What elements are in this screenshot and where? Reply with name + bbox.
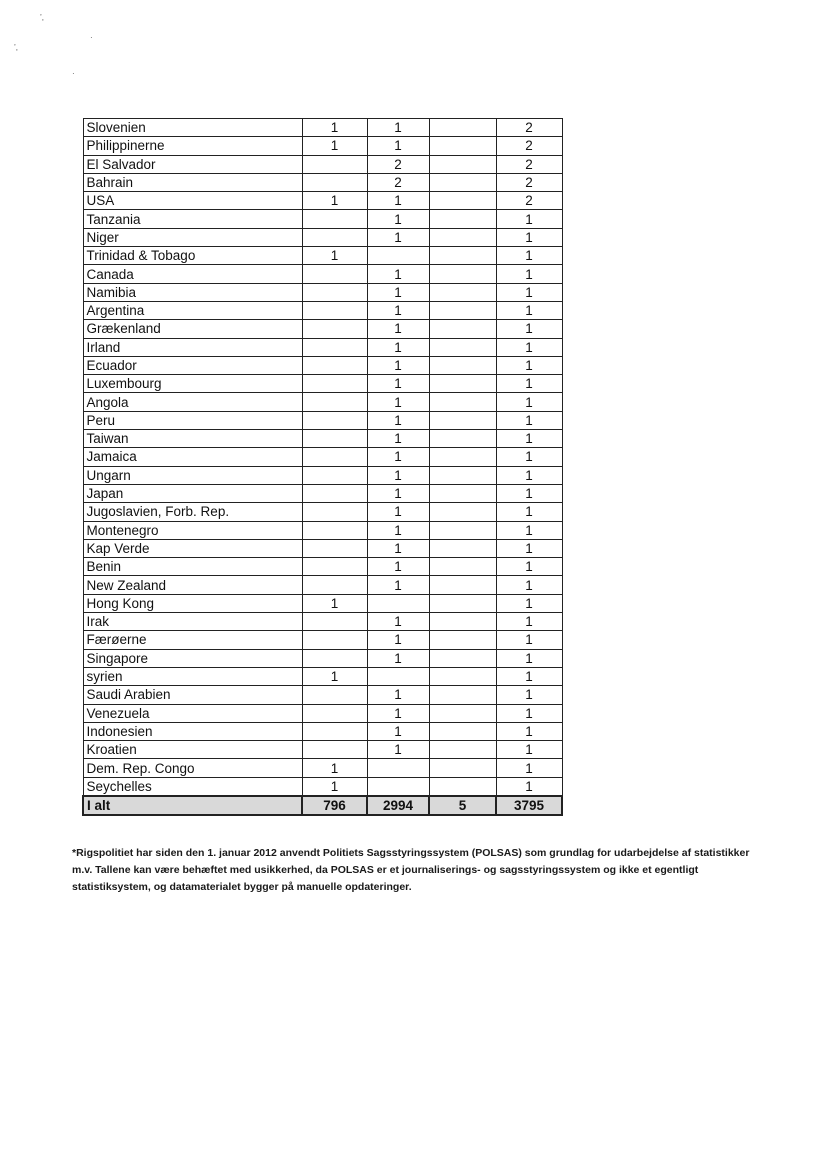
value-cell: 2	[367, 173, 429, 191]
table-row	[83, 631, 562, 649]
value-cell	[429, 576, 496, 594]
table-row	[83, 503, 562, 521]
value-cell: 1	[367, 503, 429, 521]
value-cell	[429, 265, 496, 283]
table-row	[83, 576, 562, 594]
value-cell: 1	[367, 521, 429, 539]
value-cell	[302, 631, 367, 649]
table-row	[83, 228, 562, 246]
country-cell: Tanzania	[83, 210, 302, 228]
total-value: 796	[302, 796, 367, 815]
country-cell: Canada	[83, 265, 302, 283]
value-cell: 1	[367, 722, 429, 740]
value-cell	[429, 411, 496, 429]
value-cell: 1	[496, 686, 562, 704]
country-cell: Ungarn	[83, 466, 302, 484]
value-cell: 2	[496, 192, 562, 210]
country-cell: Færøerne	[83, 631, 302, 649]
total-label: I alt	[83, 796, 302, 815]
value-cell: 1	[302, 667, 367, 685]
table-row	[83, 722, 562, 740]
value-cell	[429, 722, 496, 740]
country-cell: syrien	[83, 667, 302, 685]
value-cell	[302, 576, 367, 594]
value-cell	[429, 631, 496, 649]
value-cell: 1	[302, 759, 367, 777]
table-row	[83, 338, 562, 356]
table-row	[83, 375, 562, 393]
value-cell	[367, 594, 429, 612]
table-row	[83, 301, 562, 319]
value-cell	[302, 704, 367, 722]
value-cell: 1	[367, 558, 429, 576]
table-row	[83, 448, 562, 466]
country-cell: Indonesien	[83, 722, 302, 740]
value-cell: 1	[367, 356, 429, 374]
value-cell: 1	[496, 722, 562, 740]
value-cell: 1	[302, 594, 367, 612]
value-cell	[302, 338, 367, 356]
country-statistics-table	[82, 118, 563, 816]
value-cell	[429, 192, 496, 210]
country-cell: Ecuador	[83, 356, 302, 374]
country-cell: Saudi Arabien	[83, 686, 302, 704]
value-cell	[429, 777, 496, 796]
value-cell: 1	[496, 503, 562, 521]
table-row	[83, 539, 562, 557]
value-cell	[429, 667, 496, 685]
value-cell: 2	[496, 173, 562, 191]
value-cell: 1	[367, 192, 429, 210]
value-cell	[367, 777, 429, 796]
value-cell: 1	[496, 777, 562, 796]
value-cell	[429, 375, 496, 393]
value-cell	[302, 448, 367, 466]
table-row	[83, 155, 562, 173]
value-cell: 1	[496, 759, 562, 777]
value-cell: 2	[367, 155, 429, 173]
value-cell	[429, 119, 496, 137]
value-cell: 1	[496, 247, 562, 265]
value-cell: 1	[302, 247, 367, 265]
value-cell: 2	[496, 119, 562, 137]
value-cell	[302, 393, 367, 411]
value-cell	[367, 247, 429, 265]
value-cell	[429, 484, 496, 502]
value-cell	[302, 301, 367, 319]
table-row	[83, 686, 562, 704]
value-cell: 1	[302, 137, 367, 155]
country-cell: Dem. Rep. Congo	[83, 759, 302, 777]
country-cell: Luxembourg	[83, 375, 302, 393]
value-cell	[429, 503, 496, 521]
value-cell	[429, 594, 496, 612]
value-cell	[302, 430, 367, 448]
table-row	[83, 430, 562, 448]
country-cell: Venezuela	[83, 704, 302, 722]
value-cell: 1	[367, 119, 429, 137]
value-cell	[302, 484, 367, 502]
value-cell	[429, 759, 496, 777]
value-cell	[302, 741, 367, 759]
value-cell	[302, 503, 367, 521]
country-cell: Angola	[83, 393, 302, 411]
value-cell: 1	[367, 301, 429, 319]
country-cell: Taiwan	[83, 430, 302, 448]
value-cell	[429, 539, 496, 557]
country-cell: USA	[83, 192, 302, 210]
value-cell: 1	[496, 375, 562, 393]
value-cell: 1	[496, 356, 562, 374]
value-cell	[302, 558, 367, 576]
country-cell: Singapore	[83, 649, 302, 667]
country-cell: Seychelles	[83, 777, 302, 796]
value-cell: 1	[367, 283, 429, 301]
value-cell	[302, 210, 367, 228]
table-row	[83, 777, 562, 796]
value-cell: 1	[496, 466, 562, 484]
value-cell	[429, 613, 496, 631]
table-row	[83, 320, 562, 338]
table-row	[83, 173, 562, 191]
total-value: 2994	[367, 796, 429, 815]
value-cell: 1	[367, 631, 429, 649]
value-cell: 1	[367, 576, 429, 594]
table-row	[83, 484, 562, 502]
country-cell: Irland	[83, 338, 302, 356]
value-cell: 1	[496, 228, 562, 246]
table-row	[83, 558, 562, 576]
value-cell	[429, 137, 496, 155]
value-cell: 1	[302, 119, 367, 137]
table-body	[83, 119, 562, 816]
value-cell: 1	[496, 393, 562, 411]
value-cell	[429, 430, 496, 448]
country-cell: Philippinerne	[83, 137, 302, 155]
value-cell	[302, 173, 367, 191]
total-row	[83, 796, 562, 815]
country-cell: Jamaica	[83, 448, 302, 466]
value-cell	[302, 521, 367, 539]
table-row	[83, 759, 562, 777]
country-cell: Bahrain	[83, 173, 302, 191]
value-cell	[429, 210, 496, 228]
value-cell: 1	[302, 192, 367, 210]
value-cell: 1	[496, 338, 562, 356]
value-cell: 1	[367, 320, 429, 338]
value-cell	[302, 649, 367, 667]
value-cell: 1	[367, 686, 429, 704]
value-cell	[429, 741, 496, 759]
value-cell: 1	[367, 393, 429, 411]
table-row	[83, 119, 562, 137]
country-cell: Grækenland	[83, 320, 302, 338]
value-cell	[302, 228, 367, 246]
table-row	[83, 393, 562, 411]
table-row	[83, 247, 562, 265]
value-cell: 1	[496, 741, 562, 759]
value-cell	[429, 228, 496, 246]
value-cell: 1	[496, 539, 562, 557]
value-cell	[302, 283, 367, 301]
value-cell: 1	[367, 448, 429, 466]
value-cell	[429, 173, 496, 191]
value-cell	[429, 393, 496, 411]
value-cell: 2	[496, 137, 562, 155]
value-cell	[302, 722, 367, 740]
country-cell: Japan	[83, 484, 302, 502]
value-cell: 1	[496, 558, 562, 576]
value-cell	[302, 686, 367, 704]
country-cell: El Salvador	[83, 155, 302, 173]
country-cell: Argentina	[83, 301, 302, 319]
table-row	[83, 356, 562, 374]
table-row	[83, 210, 562, 228]
value-cell	[429, 466, 496, 484]
value-cell	[429, 155, 496, 173]
value-cell	[429, 301, 496, 319]
value-cell: 1	[367, 265, 429, 283]
country-cell: Irak	[83, 613, 302, 631]
table-row	[83, 137, 562, 155]
total-value: 3795	[496, 796, 562, 815]
value-cell	[367, 667, 429, 685]
country-cell: Jugoslavien, Forb. Rep.	[83, 503, 302, 521]
country-cell: Benin	[83, 558, 302, 576]
value-cell: 1	[367, 338, 429, 356]
table-row	[83, 466, 562, 484]
value-cell: 1	[367, 741, 429, 759]
value-cell: 1	[367, 375, 429, 393]
total-value: 5	[429, 796, 496, 815]
country-cell: Hong Kong	[83, 594, 302, 612]
value-cell	[429, 521, 496, 539]
value-cell	[302, 155, 367, 173]
value-cell: 1	[367, 649, 429, 667]
value-cell: 1	[496, 210, 562, 228]
value-cell: 1	[496, 576, 562, 594]
value-cell: 1	[496, 484, 562, 502]
value-cell: 1	[367, 539, 429, 557]
value-cell: 1	[496, 283, 562, 301]
value-cell	[429, 558, 496, 576]
value-cell: 1	[496, 521, 562, 539]
table-row	[83, 192, 562, 210]
value-cell	[302, 320, 367, 338]
value-cell	[429, 247, 496, 265]
value-cell: 1	[496, 301, 562, 319]
value-cell	[302, 411, 367, 429]
table-row	[83, 667, 562, 685]
country-cell: Namibia	[83, 283, 302, 301]
value-cell: 1	[496, 613, 562, 631]
country-cell: Slovenien	[83, 119, 302, 137]
value-cell: 1	[367, 137, 429, 155]
value-cell: 1	[367, 484, 429, 502]
value-cell: 1	[496, 430, 562, 448]
value-cell: 1	[367, 228, 429, 246]
country-cell: Kap Verde	[83, 539, 302, 557]
country-cell: Montenegro	[83, 521, 302, 539]
country-cell: Trinidad & Tobago	[83, 247, 302, 265]
value-cell	[429, 356, 496, 374]
value-cell: 1	[496, 649, 562, 667]
value-cell	[302, 375, 367, 393]
country-cell: Niger	[83, 228, 302, 246]
value-cell	[302, 466, 367, 484]
value-cell: 1	[496, 594, 562, 612]
value-cell	[429, 283, 496, 301]
value-cell: 1	[367, 466, 429, 484]
value-cell	[302, 265, 367, 283]
value-cell: 1	[367, 210, 429, 228]
value-cell: 1	[496, 320, 562, 338]
table-row	[83, 594, 562, 612]
table-row	[83, 521, 562, 539]
table-row	[83, 265, 562, 283]
table-row	[83, 741, 562, 759]
value-cell	[302, 539, 367, 557]
value-cell	[302, 613, 367, 631]
value-cell: 2	[496, 155, 562, 173]
value-cell: 1	[496, 411, 562, 429]
value-cell: 1	[367, 411, 429, 429]
value-cell: 1	[496, 265, 562, 283]
value-cell	[429, 686, 496, 704]
value-cell	[302, 356, 367, 374]
country-cell: New Zealand	[83, 576, 302, 594]
value-cell	[429, 320, 496, 338]
country-cell: Peru	[83, 411, 302, 429]
table-row	[83, 613, 562, 631]
value-cell	[429, 448, 496, 466]
country-cell: Kroatien	[83, 741, 302, 759]
value-cell: 1	[496, 448, 562, 466]
table-row	[83, 704, 562, 722]
table-row	[83, 283, 562, 301]
value-cell	[429, 704, 496, 722]
footnote: *Rigspolitiet har siden den 1. januar 2012 anvendt Politiets Sagsstyringssystem (POLSAS) som grundlag for udarbejdelse af statistikker m.v. Tallene kan være behæftet med usikkerhed, da POLSAS er et journaliserings- og sagsstyringssystem og ikke et egentligt statistiksystem, og datamaterialet bygger på manuelle opdateringer.	[72, 847, 750, 893]
value-cell: 1	[367, 613, 429, 631]
value-cell: 1	[496, 631, 562, 649]
value-cell	[429, 338, 496, 356]
value-cell: 1	[367, 430, 429, 448]
value-cell: 1	[302, 777, 367, 796]
table-row	[83, 411, 562, 429]
value-cell: 1	[496, 667, 562, 685]
table-row	[83, 649, 562, 667]
value-cell: 1	[496, 704, 562, 722]
value-cell	[429, 649, 496, 667]
value-cell: 1	[367, 704, 429, 722]
value-cell	[367, 759, 429, 777]
